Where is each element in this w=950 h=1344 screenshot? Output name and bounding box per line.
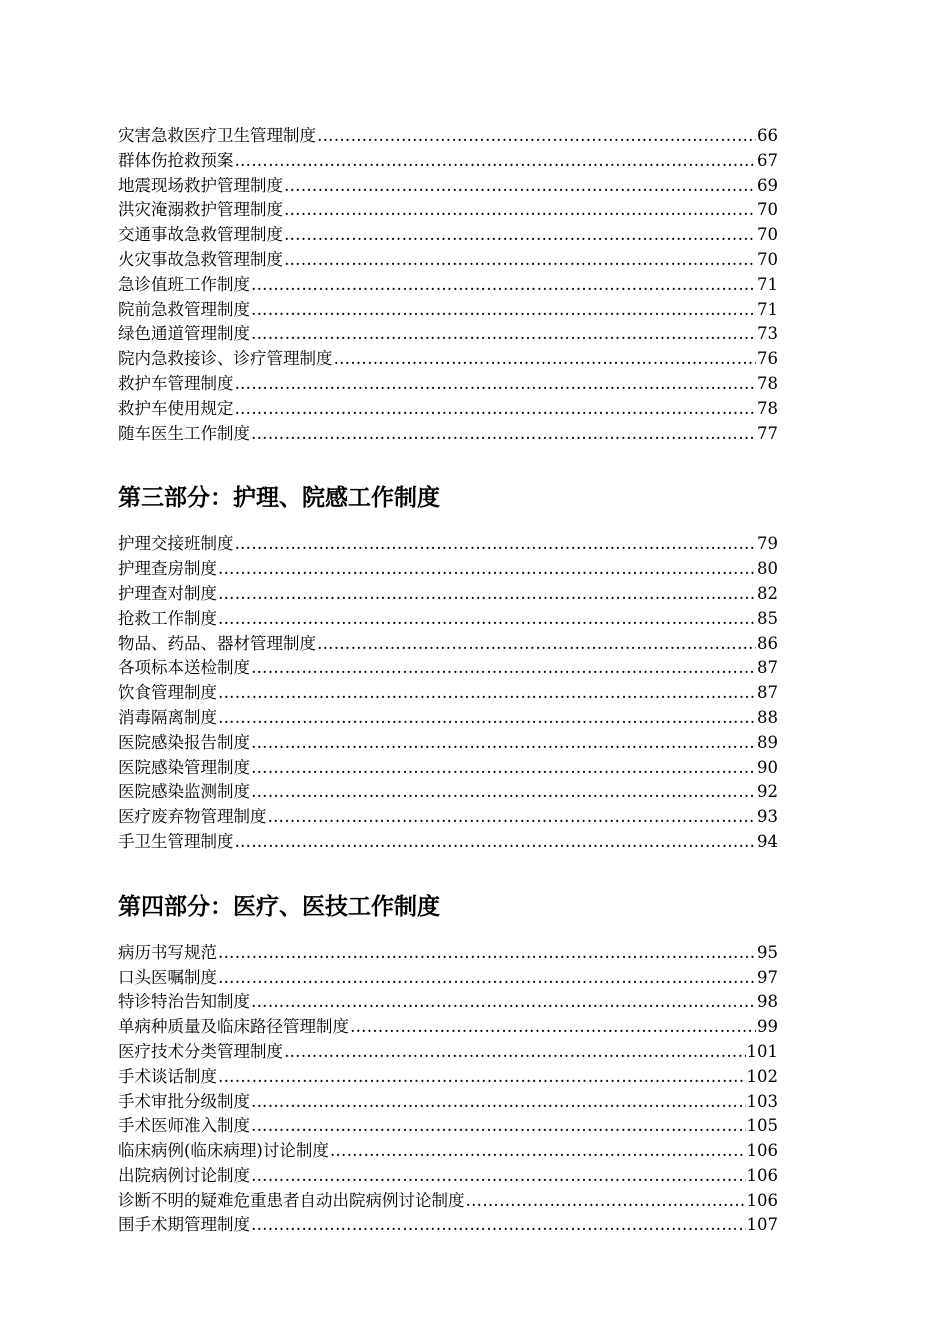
toc-dot-leader (251, 322, 756, 347)
toc-entry-title: 急诊值班工作制度 (118, 274, 250, 294)
toc-dot-leader (251, 990, 756, 1015)
toc-entry-page-number: 85 (757, 608, 778, 628)
toc-entry[interactable] (118, 557, 778, 582)
toc-entry-title: 医疗废弃物管理制度 (118, 807, 267, 827)
toc-entry[interactable] (118, 1139, 778, 1164)
toc-entry[interactable] (118, 223, 778, 248)
toc-dot-leader (251, 656, 756, 681)
toc-entry-title: 交通事故急救管理制度 (118, 225, 283, 245)
toc-entry-page-number: 70 (757, 249, 778, 269)
toc-entry-title: 口头医嘱制度 (118, 967, 217, 987)
toc-dot-leader (235, 532, 757, 557)
toc-entry[interactable] (118, 1114, 778, 1139)
toc-dot-leader (218, 557, 756, 582)
toc-dot-leader (218, 607, 756, 632)
toc-entry[interactable] (118, 124, 778, 149)
toc-entry-page-number: 101 (746, 1041, 778, 1061)
toc-entry-title: 特诊特治告知制度 (118, 992, 250, 1012)
toc-entry-title: 物品、药品、器材管理制度 (118, 633, 316, 653)
toc-dot-leader (317, 124, 756, 149)
toc-entry[interactable] (118, 1015, 778, 1040)
toc-entry[interactable] (118, 780, 778, 805)
toc-entry-page-number: 102 (746, 1066, 778, 1086)
toc-entry-page-number: 103 (746, 1091, 778, 1111)
toc-dot-leader (235, 372, 757, 397)
toc-entry[interactable] (118, 756, 778, 781)
toc-dot-leader (350, 1015, 756, 1040)
toc-entry-title: 出院病例讨论制度 (118, 1165, 250, 1185)
toc-entry-page-number: 73 (757, 324, 778, 344)
toc-entry[interactable] (118, 397, 778, 422)
toc-entry-page-number: 106 (746, 1141, 778, 1161)
toc-entry[interactable] (118, 681, 778, 706)
toc-dot-leader (235, 397, 757, 422)
toc-entry-page-number: 69 (757, 175, 778, 195)
toc-entry-title: 各项标本送检制度 (118, 658, 250, 678)
toc-entry[interactable] (118, 607, 778, 632)
toc-dot-leader (235, 830, 757, 855)
toc-dot-leader (284, 248, 756, 273)
toc-entry-title: 诊断不明的疑难危重患者自动出院病例讨论制度 (118, 1190, 465, 1210)
toc-entry-title: 医院感染管理制度 (118, 757, 250, 777)
toc-entry[interactable] (118, 805, 778, 830)
toc-entry[interactable] (118, 347, 778, 372)
toc-entry[interactable] (118, 731, 778, 756)
toc-entry-title: 单病种质量及临床路径管理制度 (118, 1017, 349, 1037)
toc-entry-title: 临床病例(临床病理)讨论制度 (118, 1141, 329, 1161)
toc-entry[interactable] (118, 1164, 778, 1189)
toc-entry-title: 饮食管理制度 (118, 683, 217, 703)
toc-entry[interactable] (118, 149, 778, 174)
toc-dot-leader (251, 422, 756, 447)
toc-entry-title: 手术医师准入制度 (118, 1116, 250, 1136)
toc-entry[interactable] (118, 298, 778, 323)
toc-entry-title: 病历书写规范 (118, 942, 217, 962)
toc-dot-leader (218, 582, 756, 607)
toc-entry[interactable] (118, 532, 778, 557)
toc-entry[interactable] (118, 1213, 778, 1238)
toc-entry-title: 消毒隔离制度 (118, 707, 217, 727)
toc-entry-page-number: 87 (757, 683, 778, 703)
toc-entry[interactable] (118, 174, 778, 199)
toc-dot-leader (334, 347, 757, 372)
toc-entry-page-number: 78 (757, 398, 778, 418)
toc-entry[interactable] (118, 990, 778, 1015)
toc-entry[interactable] (118, 198, 778, 223)
toc-entry-title: 围手术期管理制度 (118, 1215, 250, 1235)
toc-entry-title: 救护车使用规定 (118, 398, 234, 418)
toc-dot-leader (251, 1213, 746, 1238)
spacer (118, 513, 778, 532)
table-of-contents (118, 124, 778, 1238)
toc-entry-title: 护理交接班制度 (118, 534, 234, 554)
toc-entry[interactable] (118, 322, 778, 347)
toc-dot-leader (218, 681, 756, 706)
toc-dot-leader (251, 1090, 746, 1115)
toc-group-part-3 (118, 532, 778, 854)
toc-dot-leader (284, 1040, 746, 1065)
toc-entry-title: 救护车管理制度 (118, 373, 234, 393)
toc-entry-title: 火灾事故急救管理制度 (118, 249, 283, 269)
toc-entry-page-number: 66 (757, 126, 778, 145)
toc-dot-leader (317, 632, 756, 657)
toc-dot-leader (330, 1139, 746, 1164)
toc-entry[interactable] (118, 372, 778, 397)
toc-entry-page-number: 86 (757, 633, 778, 653)
toc-dot-leader (284, 198, 756, 223)
toc-entry-title: 院前急救管理制度 (118, 299, 250, 319)
toc-dot-leader (251, 273, 756, 298)
toc-entry-page-number: 67 (757, 150, 778, 170)
toc-entry-page-number: 106 (746, 1165, 778, 1185)
spacer (118, 446, 778, 483)
spacer (118, 855, 778, 892)
toc-entry-title: 灾害急救医疗卫生管理制度 (118, 126, 316, 145)
toc-dot-leader (251, 1164, 746, 1189)
toc-entry-page-number: 97 (757, 967, 778, 987)
toc-entry-page-number: 99 (757, 1017, 778, 1037)
toc-entry-page-number: 82 (757, 583, 778, 603)
toc-entry-page-number: 98 (757, 992, 778, 1012)
toc-entry-page-number: 79 (757, 534, 778, 554)
toc-entry[interactable] (118, 582, 778, 607)
toc-entry-title: 随车医生工作制度 (118, 423, 250, 443)
toc-entry-title: 院内急救接诊、诊疗管理制度 (118, 349, 333, 369)
toc-entry-title: 绿色通道管理制度 (118, 324, 250, 344)
section-heading-part-3: 第三部分：护理、院感工作制度 (118, 485, 440, 512)
toc-entry-page-number: 88 (757, 707, 778, 727)
toc-entry-page-number: 87 (757, 658, 778, 678)
toc-dot-leader (251, 1114, 746, 1139)
toc-dot-leader (284, 174, 756, 199)
toc-dot-leader (218, 1065, 746, 1090)
toc-entry[interactable] (118, 632, 778, 657)
toc-entry-page-number: 106 (746, 1190, 778, 1210)
toc-entry[interactable] (118, 941, 778, 966)
toc-entry-page-number: 71 (757, 274, 778, 294)
toc-entry-title: 群体伤抢救预案 (118, 150, 234, 170)
toc-dot-leader (251, 756, 756, 781)
toc-entry-page-number: 90 (757, 757, 778, 777)
section-heading-part-4: 第四部分：医疗、医技工作制度 (118, 893, 440, 920)
toc-entry-title: 地震现场救护管理制度 (118, 175, 283, 195)
toc-entry[interactable] (118, 1065, 778, 1090)
toc-entry-page-number: 76 (757, 349, 778, 369)
toc-entry[interactable] (118, 273, 778, 298)
toc-entry[interactable] (118, 248, 778, 273)
toc-dot-leader (268, 805, 757, 830)
toc-dot-leader (251, 731, 756, 756)
toc-dot-leader (466, 1189, 746, 1214)
toc-dot-leader (218, 941, 756, 966)
toc-entry[interactable] (118, 706, 778, 731)
toc-entry-title: 护理查房制度 (118, 559, 217, 579)
toc-dot-leader (251, 298, 756, 323)
toc-entry-title: 抢救工作制度 (118, 608, 217, 628)
toc-entry-page-number: 70 (757, 225, 778, 245)
toc-entry-page-number: 77 (757, 423, 778, 443)
toc-entry-page-number: 93 (757, 807, 778, 827)
toc-entry-title: 洪灾淹溺救护管理制度 (118, 200, 283, 220)
toc-entry-page-number: 107 (746, 1215, 778, 1235)
toc-entry-title: 医院感染监测制度 (118, 782, 250, 802)
toc-entry[interactable] (118, 966, 778, 991)
toc-dot-leader (235, 149, 757, 174)
toc-entry[interactable] (118, 656, 778, 681)
toc-entry[interactable] (118, 1189, 778, 1214)
toc-entry-title: 护理查对制度 (118, 583, 217, 603)
toc-entry-page-number: 71 (757, 299, 778, 319)
toc-entry-title: 手卫生管理制度 (118, 831, 234, 851)
spacer (118, 922, 778, 941)
toc-entry-page-number: 92 (757, 782, 778, 802)
toc-entry-title: 手术审批分级制度 (118, 1091, 250, 1111)
toc-entry-page-number: 94 (757, 831, 778, 851)
toc-entry-title: 医疗技术分类管理制度 (118, 1041, 283, 1061)
toc-group-part-4 (118, 941, 778, 1239)
toc-entry-page-number: 70 (757, 200, 778, 220)
toc-entry-page-number: 105 (746, 1116, 778, 1136)
toc-entry-title: 手术谈话制度 (118, 1066, 217, 1086)
toc-dot-leader (251, 780, 756, 805)
toc-entry[interactable] (118, 830, 778, 855)
toc-dot-leader (218, 966, 756, 991)
toc-dot-leader (284, 223, 756, 248)
toc-entry-page-number: 78 (757, 373, 778, 393)
toc-group-continued (118, 124, 778, 446)
toc-entry-page-number: 80 (757, 559, 778, 579)
toc-dot-leader (218, 706, 756, 731)
toc-entry[interactable] (118, 1090, 778, 1115)
toc-entry-page-number: 95 (757, 942, 778, 962)
toc-entry[interactable] (118, 1040, 778, 1065)
toc-entry-page-number: 89 (757, 732, 778, 752)
toc-entry-title: 医院感染报告制度 (118, 732, 250, 752)
toc-entry[interactable] (118, 422, 778, 447)
